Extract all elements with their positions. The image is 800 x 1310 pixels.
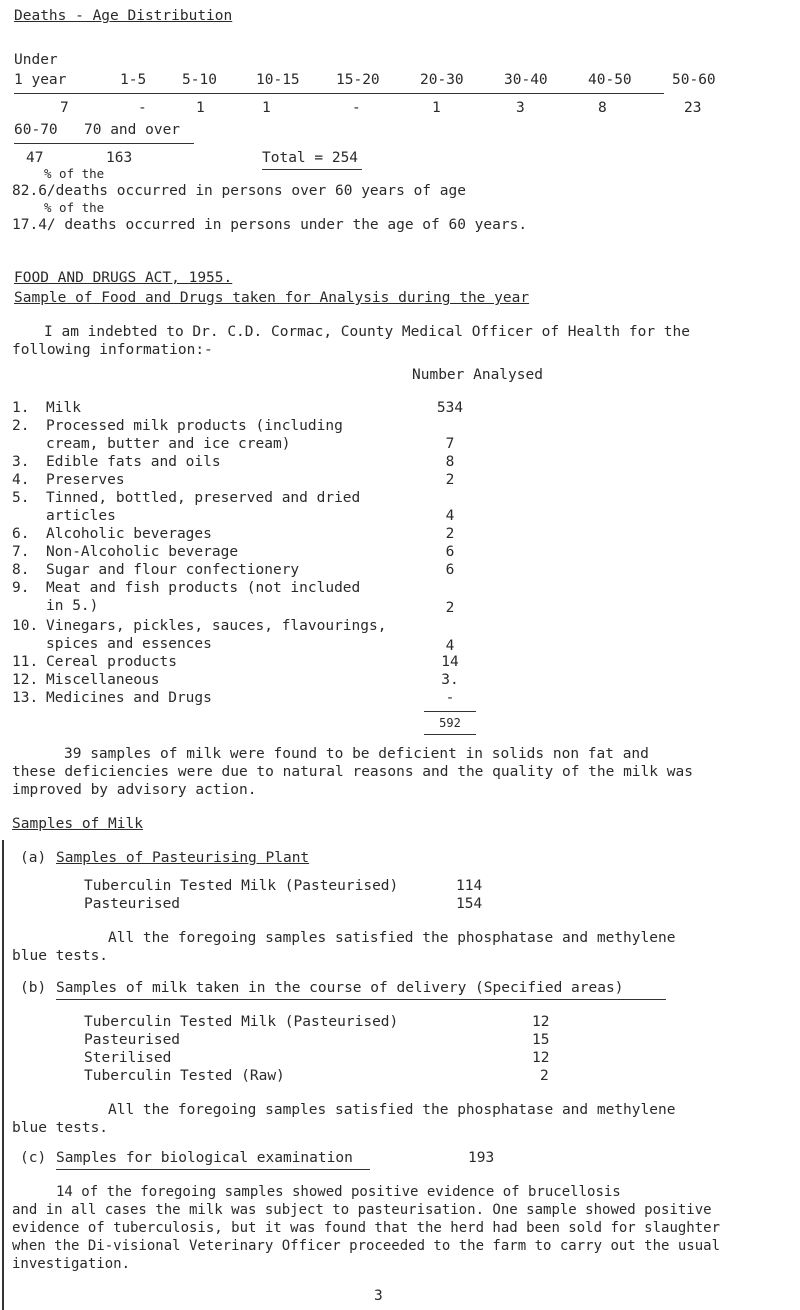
age-header: 1 year [14,72,67,88]
item-label: Vinegars, pickles, sauces, flavourings, [46,618,387,634]
item-label: Preserves [46,472,125,488]
samples-of-milk-heading: Samples of Milk [12,816,143,832]
age-header: 50-60 [672,72,716,88]
item-value: 14 [441,654,459,670]
sub-a-row-value: 154 [456,896,483,912]
item-label: Miscellaneous [46,672,160,688]
page-title: Deaths - Age Distribution [14,8,233,24]
age-value: 23 [684,100,702,116]
sub-b-underline [56,999,666,1000]
item-number: 10. [12,618,39,634]
age-value: 47 [26,150,44,166]
food-act-heading: FOOD AND DRUGS ACT, 1955. [14,270,233,286]
age-header-under: Under [14,52,58,68]
age-table-rule-2 [14,143,194,144]
sub-a-row-label: Tuberculin Tested Milk (Pasteurised) [84,878,399,894]
tests-note-line-1: All the foregoing samples satisfied the phosphatase and methylene [108,930,676,946]
food-total: 592 [439,716,461,730]
sub-c-label: (c) [20,1150,47,1166]
item-label: Sugar and flour confectionery [46,562,300,578]
item-number: 4. [12,472,30,488]
item-value: 6 [445,562,455,578]
item-label: cream, butter and ice cream) [46,436,291,452]
item-value: 4 [445,638,455,654]
item-number: 13. [12,690,39,706]
age-value: - [138,100,147,116]
item-number: 6. [12,526,30,542]
age-header: 5-10 [182,72,217,88]
age-total-rule [262,169,362,170]
item-number: 2. [12,418,30,434]
age-header: 70 and over [84,122,181,138]
age-header: 1-5 [120,72,147,88]
item-number: 3. [12,454,30,470]
pct-over-note: % of the [44,166,105,181]
sub-b-row-value: 2 [540,1068,549,1084]
milk-para-line-3: improved by advisory action. [12,782,257,798]
para-c-line-2: and in all cases the milk was subject to pasteurisation. One sample showed positive [12,1202,712,1218]
sub-b-row-value: 12 [532,1050,550,1066]
sub-b-row-value: 12 [532,1014,550,1030]
tests-note2-line-2: blue tests. [12,1120,109,1136]
sub-c-title: Samples for biological examination [56,1150,353,1166]
item-label: spices and essences [46,636,212,652]
pct-under-note: % of the [44,200,105,215]
sub-a-title: Samples of Pasteurising Plant [56,850,310,866]
age-value: 1 [262,100,271,116]
age-value: 7 [60,100,69,116]
item-value: 3. [441,672,459,688]
item-value: 8 [445,454,455,470]
item-number: 9. [12,580,30,596]
total-rule-top [424,711,476,712]
item-label: in 5.) [46,598,99,614]
item-number: 5. [12,490,30,506]
item-value: 7 [445,436,455,452]
item-value: 534 [436,400,464,416]
para-c-line-1: 14 of the foregoing samples showed positive evidence of brucellosis [56,1184,621,1200]
pct-under-text: 17.4/ deaths occurred in persons under the age of 60 years. [12,217,528,233]
total-rule-bottom [424,734,476,735]
item-label: Edible fats and oils [46,454,221,470]
item-label: Tinned, bottled, preserved and dried [46,490,361,506]
age-header: 40-50 [588,72,632,88]
age-header: 60-70 [14,122,58,138]
age-value: 8 [598,100,607,116]
sub-b-row-label: Tuberculin Tested (Raw) [84,1068,285,1084]
item-number: 8. [12,562,30,578]
age-header: 15-20 [336,72,380,88]
age-total: Total = 254 [262,150,359,166]
tests-note-line-2: blue tests. [12,948,109,964]
left-margin-line [2,840,4,1310]
age-value: 3 [516,100,525,116]
item-number: 12. [12,672,39,688]
age-table-rule [14,93,664,94]
age-header: 10-15 [256,72,300,88]
page-number: 3 [374,1288,383,1304]
milk-para-line-2: these deficiencies were due to natural reasons and the quality of the milk was [12,764,693,780]
pct-over-text: 82.6/deaths occurred in persons over 60 years of age [12,183,466,199]
para-c-line-3: evidence of tuberculosis, but it was found that the herd had been sold for slaughter [12,1220,721,1236]
item-number: 1. [12,400,30,416]
food-act-subheading: Sample of Food and Drugs taken for Analysis during the year [14,290,530,306]
item-value: 2 [445,526,455,542]
item-number: 7. [12,544,30,560]
item-label: Cereal products [46,654,177,670]
sub-c-value: 193 [468,1150,495,1166]
sub-a-row-value: 114 [456,878,483,894]
milk-para-line-1: 39 samples of milk were found to be deficient in solids non fat and [64,746,649,762]
tests-note2-line-1: All the foregoing samples satisfied the phosphatase and methylene [108,1102,676,1118]
item-value: 4 [445,508,455,524]
sub-a-label: (a) [20,850,47,866]
sub-c-underline [56,1169,370,1170]
age-value: 163 [106,150,133,166]
item-number: 11. [12,654,39,670]
item-label: Milk [46,400,81,416]
age-value: 1 [196,100,205,116]
item-label: Meat and fish products (not included [46,580,361,596]
age-header: 30-40 [504,72,548,88]
column-header-number-analysed: Number Analysed [412,367,543,383]
item-value: - [445,690,455,706]
item-value: 6 [445,544,455,560]
sub-b-label: (b) [20,980,47,996]
item-label: Medicines and Drugs [46,690,212,706]
age-value: - [352,100,361,116]
intro-line-1: I am indebted to Dr. C.D. Cormac, County Medical Officer of Health for the [44,324,691,340]
para-c-line-5: investigation. [12,1256,131,1272]
sub-b-row-value: 15 [532,1032,550,1048]
sub-b-title: Samples of milk taken in the course of delivery (Specified areas) [56,980,624,996]
item-label: Processed milk products (including [46,418,343,434]
sub-a-row-label: Pasteurised [84,896,181,912]
para-c-line-4: when the Di-visional Veterinary Officer proceeded to the farm to carry out the usual [12,1238,721,1254]
age-value: 1 [432,100,441,116]
sub-b-row-label: Tuberculin Tested Milk (Pasteurised) [84,1014,399,1030]
intro-line-2: following information:- [12,342,213,358]
item-value: 2 [445,600,455,616]
item-label: Non-Alcoholic beverage [46,544,239,560]
age-header: 20-30 [420,72,464,88]
item-value: 2 [445,472,455,488]
item-label: articles [46,508,116,524]
sub-b-row-label: Pasteurised [84,1032,181,1048]
sub-b-row-label: Sterilised [84,1050,172,1066]
item-label: Alcoholic beverages [46,526,212,542]
